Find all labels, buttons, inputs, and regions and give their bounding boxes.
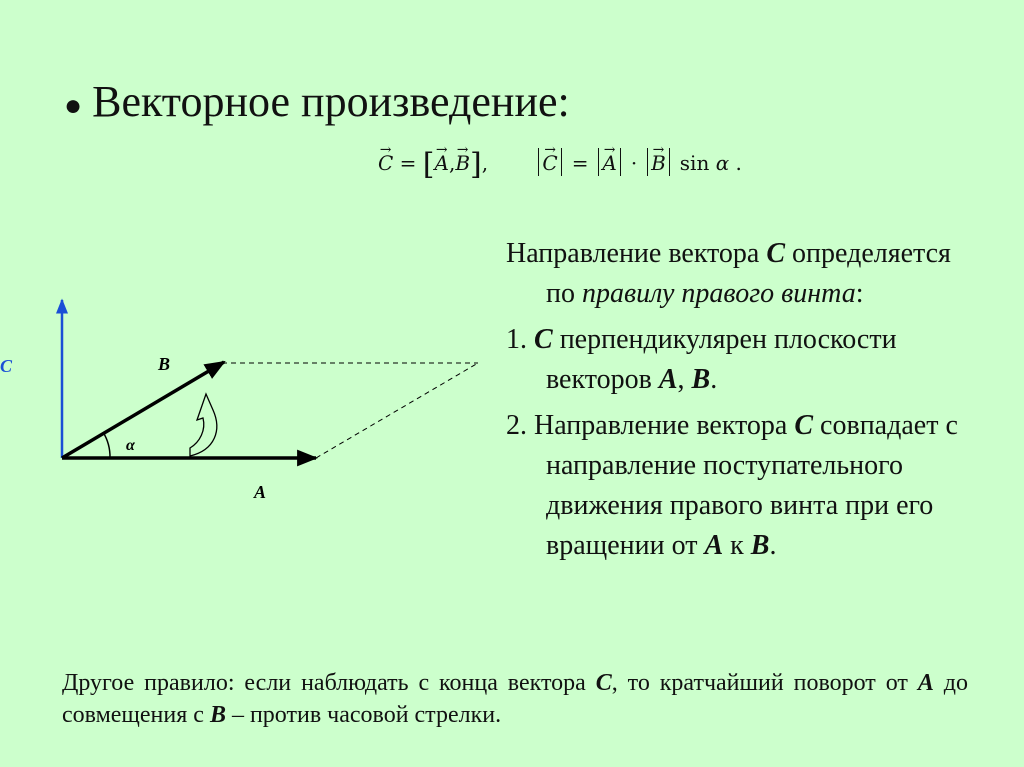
angle-arc bbox=[103, 432, 110, 458]
label-alpha: α bbox=[126, 437, 135, 454]
rule-item-1: 1. C перпендикулярен плоскости векторов A, B. bbox=[506, 324, 897, 395]
label-a: A bbox=[254, 482, 267, 502]
parallelogram-right-edge bbox=[316, 363, 478, 458]
bullet-icon: ● bbox=[64, 88, 83, 122]
vector-c: → C bbox=[378, 145, 393, 181]
vector-a: → A bbox=[435, 145, 449, 181]
label-b: B bbox=[158, 354, 171, 374]
vector-b: → B bbox=[455, 145, 470, 181]
label-c: C bbox=[0, 356, 13, 376]
slide-title bbox=[64, 72, 570, 136]
sin-function: sin bbox=[679, 151, 710, 175]
alternative-rule: Другое правило: если наблюдать с конца вектора C, то кратчайший поворот от A до совмещения с B – против часовой стрелки. bbox=[62, 670, 968, 728]
vector-b-magnitude: → B bbox=[651, 145, 666, 181]
rotation-arrow-icon bbox=[190, 394, 217, 456]
rule-item-2: 2. Направление вектора C совпадает с направление поступательного движения правого винта при его вращении от A к B. bbox=[506, 410, 958, 561]
vector-b-arrow bbox=[62, 362, 224, 458]
cross-product-formula: → C = [→ A,→ B], → C = → A · → B sin α . bbox=[378, 145, 742, 183]
vector-a-magnitude: → A bbox=[602, 145, 616, 181]
alpha-symbol: α bbox=[715, 151, 730, 175]
vector-c-magnitude: → C bbox=[542, 145, 557, 181]
direction-rule bbox=[506, 234, 986, 566]
rule-intro: Направление вектора C определяется по правилу правого винта: bbox=[506, 238, 951, 309]
slide-title-text: Векторное произведение: bbox=[92, 77, 570, 126]
vector-diagram bbox=[0, 290, 500, 520]
